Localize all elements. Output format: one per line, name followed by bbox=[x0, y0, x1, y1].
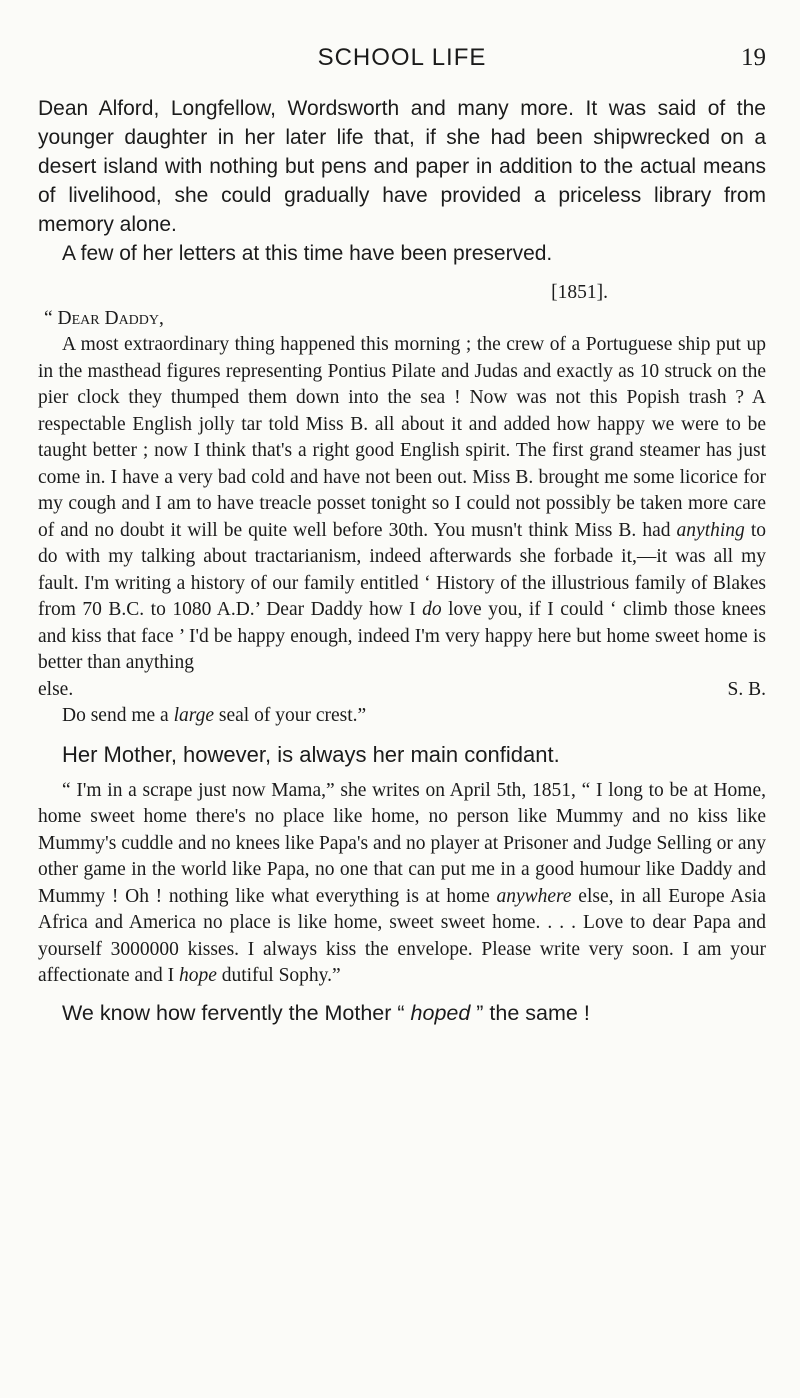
letter-signoff bbox=[38, 677, 766, 704]
postscript-text: seal of your crest.” bbox=[214, 705, 367, 726]
postscript-text: Do send me a bbox=[62, 705, 174, 726]
intro-paragraph-letters: A few of her letters at this time have been preserved. bbox=[62, 242, 553, 265]
letter-signature: S. B. bbox=[727, 678, 766, 700]
mother-letter bbox=[38, 778, 766, 990]
letter-text: A most extraordinary thing happened this morning ; the crew of a Portuguese ship put up in the masthead figures representing Pontius Pilate and Judas and exactly as 10 struck on the pier clock they thumped them down into the sea ! Now was not this Popish trash ? A respectable English jolly tar told Miss B. all about it and added how happy we were to be taught better ; now I think that's a right good English spirit. The first grand steamer has just come in. I have a very bad cold and have not been out. Miss B. brought me some licorice for my cough and I am to have treacle posset tonight so I could not possibly be taken more care of and no doubt it will be quite well before 30th. You musn't think Miss B. had bbox=[38, 334, 766, 541]
letter-emphasis: anything bbox=[676, 519, 745, 541]
page-number: 19 bbox=[741, 44, 766, 71]
letter-last-word: else. bbox=[38, 678, 74, 700]
page bbox=[38, 40, 766, 1028]
letter-emphasis: do bbox=[422, 599, 442, 620]
postscript-emphasis: large bbox=[173, 705, 215, 726]
mother-letter-text: else, in all Europe Asia Africa and America no place is like home, sweet sweet home. . . . Love to dear Papa and yourself 3000000 kisses. I always kiss the envelope. Please write very soon. I am your affectionate and I bbox=[38, 885, 767, 986]
running-title: SCHOOL LIFE bbox=[317, 44, 487, 71]
closing-emphasis: hoped bbox=[410, 1000, 471, 1025]
letter-text: love you, if I could ‘ climb those knees and kiss that face ’ I'd be happy enough, indeed I'm very happy here but home sweet home is better than anything bbox=[38, 599, 766, 673]
transition-line: Her Mother, however, is always her main confidant. bbox=[62, 741, 560, 767]
mother-letter-text: dutiful Sophy.” bbox=[216, 965, 341, 986]
intro-paragraph: Dean Alford, Longfellow, Wordsworth and many more. It was said of the younger daughter in her later life that, if she had been shipwrecked on a desert island with nothing but pens and paper in addition to the actual means of livelihood, she could gradually have provided a priceless library from memory alone. bbox=[38, 97, 766, 236]
mother-letter-emphasis: hope bbox=[178, 965, 217, 986]
letter-text: to do with my talking about tractarianism, indeed afterwards she forbade it,—it was all my fault. I'm writing a history of our family entitled ‘ History of the illustrious family of Blakes from 70 B.C. to 1080 A.D.’ Dear Daddy how I bbox=[38, 519, 766, 620]
letter-postscript bbox=[38, 703, 766, 730]
mother-letter-text: “ I'm in a scrape just now Mama,” she writes on April 5th, 1851, “ I long to be at Home, home sweet home there's no place like home, no person like Mummy and no kiss like Mummy's cuddle and no knees like Papa's and no player at Prisoner and Judge Selling or any other game in the world like Papa, no one that can put me in a good humour like Daddy and Mummy ! Oh ! nothing like what everything is at home bbox=[38, 779, 766, 907]
mother-letter-emphasis: anywhere bbox=[496, 885, 572, 907]
closing-text: ” the same ! bbox=[470, 1000, 590, 1025]
closing-line bbox=[38, 998, 766, 1028]
letter-body bbox=[38, 332, 766, 677]
letter-date: [1851]. bbox=[551, 282, 608, 303]
closing-text: We know how fervently the Mother “ bbox=[62, 1000, 411, 1025]
letter-salutation: “ Dear Daddy, bbox=[44, 308, 164, 329]
running-head bbox=[38, 40, 766, 80]
